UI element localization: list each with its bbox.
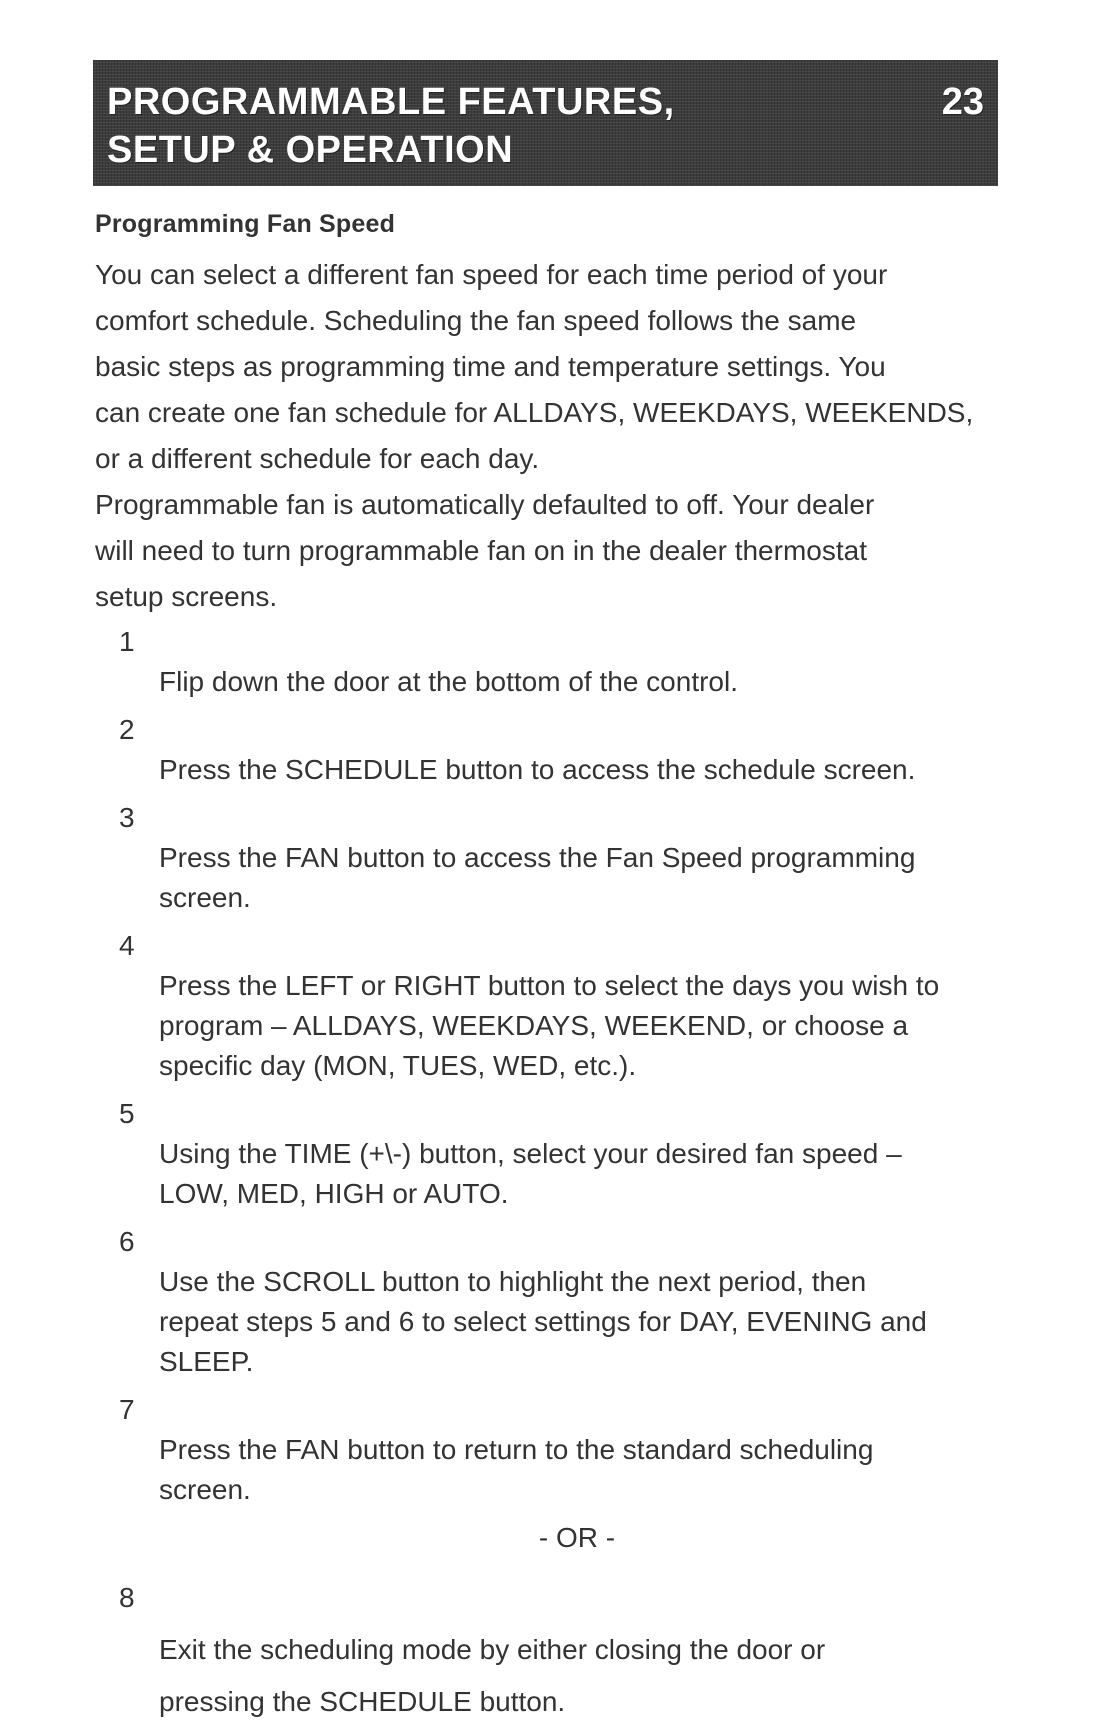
step-number: 5 <box>119 1098 135 1129</box>
step-number: 7 <box>119 1394 135 1425</box>
step-item <box>95 1390 995 1510</box>
step-item <box>95 1094 995 1214</box>
step-number: 3 <box>119 802 135 833</box>
step-number: 4 <box>119 930 135 961</box>
step-text: Using the TIME (+\-) button, select your desired fan speed – LOW, MED, HIGH or AUTO. <box>159 1138 902 1209</box>
step-number: 1 <box>119 626 135 657</box>
step-text: Flip down the door at the bottom of the control. <box>159 666 739 697</box>
step-item <box>95 622 995 702</box>
step-item <box>95 926 995 1086</box>
step-item <box>95 798 995 918</box>
step-text: Press the FAN button to return to the standard scheduling screen. <box>159 1434 874 1505</box>
step-item <box>95 710 995 790</box>
page-title-line-2: SETUP & OPERATION <box>107 129 514 171</box>
page-header-bar <box>93 60 998 186</box>
steps-list <box>95 622 995 1728</box>
step-number: 2 <box>119 714 135 745</box>
step-text: Press the LEFT or RIGHT button to select the days you wish to program – ALLDAYS, WEEKDAYS, WEEKEND, or choose a specific day (MON, TUES, WED, etc.). <box>159 970 940 1081</box>
step-text: Press the FAN button to access the Fan Speed programming screen. <box>159 842 916 913</box>
step-item <box>95 1222 995 1382</box>
page-number: 23 <box>941 81 984 123</box>
main-content <box>95 252 995 1736</box>
page-title <box>107 78 675 174</box>
intro-paragraph: You can select a different fan speed for each time period of your comfort schedule. Scheduling the fan speed follows the same basic steps as programming time and temperature settings. You can create one fan schedule for ALLDAYS, WEEKDAYS, WEEKENDS, or a different schedule for each day. <box>95 259 974 474</box>
step-number: 6 <box>119 1226 135 1257</box>
default-off-paragraph: Programmable fan is automatically defaulted to off. Your dealer will need to turn programmable fan on in the dealer thermostat setup screens. <box>95 489 875 612</box>
step-text: Exit the scheduling mode by either closing the door or pressing the SCHEDULE button. <box>159 1634 826 1717</box>
section-heading: Programming Fan Speed <box>95 210 396 238</box>
or-separator: - OR - <box>538 1522 616 1553</box>
step-number: 8 <box>119 1582 135 1613</box>
step-text: Press the SCHEDULE button to access the schedule screen. <box>159 754 916 785</box>
step-item <box>95 1572 995 1728</box>
step-text: Use the SCROLL button to highlight the next period, then repeat steps 5 and 6 to select settings for DAY, EVENING and SLEEP. <box>159 1266 927 1377</box>
page-title-line-1: PROGRAMMABLE FEATURES, <box>107 81 675 123</box>
